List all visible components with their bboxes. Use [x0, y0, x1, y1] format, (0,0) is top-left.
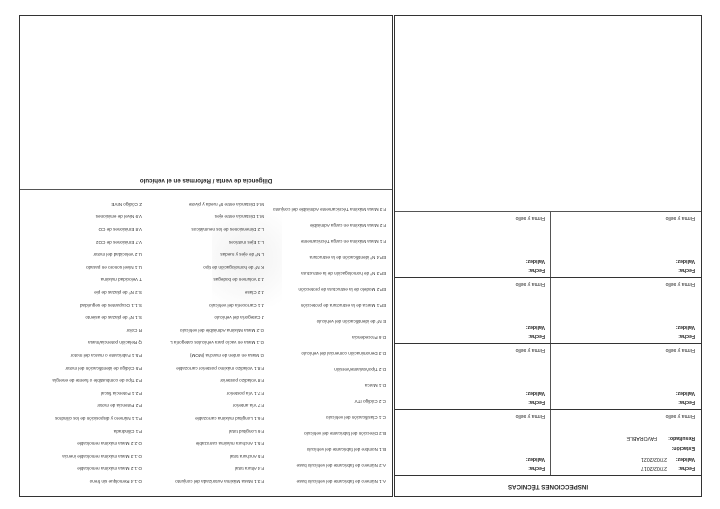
vehicle-field-a: EP.3 Nº de homologación de la estructura	[301, 271, 386, 276]
vehicle-field-a: F.3 Masa Máxima Técnicamente Admisible del conjunto	[272, 207, 386, 212]
vehicle-field-b: F.5.1 Anchura máxima carrozable	[195, 441, 264, 447]
vehicle-field-c: U.1 Nivel sonoro en parado	[86, 264, 142, 270]
vehicle-field-b: M.1 Distancia entre ejes	[214, 214, 264, 220]
vehicle-field-a: A.2 Número de fabricante del vehículo base	[296, 463, 386, 468]
firma-label: Firma y sello	[515, 347, 545, 353]
validez-label: Validez:	[675, 324, 695, 330]
vehicle-field-a: B.2 Dirección del fabricante del vehículo	[304, 431, 386, 436]
vehicle-field-a: D.1 Marca	[364, 383, 386, 388]
vehicle-field-c: P.2.1 Potencia fiscal	[100, 390, 142, 396]
validez-value: 27/02/2021	[641, 456, 667, 462]
vehicle-field-a: F.1 Masa Máxima en carga Técnicamente	[300, 239, 386, 244]
vehicle-field-b: F.6 Longitud total	[229, 428, 264, 434]
inspections-panel	[394, 15, 702, 497]
validez-label: Validez:	[525, 324, 545, 330]
vehicle-field-b: F.8 Voladizo posterior	[220, 378, 264, 384]
fecha-label: Fecha:	[528, 267, 545, 273]
vehicle-field-b: F.4 Altura total	[234, 466, 264, 472]
vehicle-field-b: F.3.1 Masa Máxima Autorizada del conjunto	[175, 479, 264, 484]
firma-label: Firma y sello	[515, 281, 545, 287]
vehicle-field-c: Q Relación potencia/masa	[88, 340, 142, 346]
vehicle-field-b: L Nº de ejes y ruedas	[220, 252, 264, 258]
vehicle-field-b: G.2 Masa Máxima Admisible del vehículo	[180, 327, 264, 333]
estacion-label: Estación:	[671, 445, 695, 451]
vehicle-data-panel	[19, 15, 393, 497]
column-divider	[550, 211, 551, 277]
vehicle-field-c: S.2 Nº de plazas de pie	[94, 290, 142, 295]
vehicle-field-c: U.2 Velocidad del motor	[93, 252, 142, 258]
vehicle-field-b: J.1 Carrocería del vehículo	[209, 302, 264, 308]
divider	[20, 189, 392, 190]
sale-diligence-title: Diligencia de venta / Reformas en el vehículo	[139, 177, 273, 184]
vehicle-field-a: D.6 Procedencia	[352, 335, 386, 340]
column-divider	[550, 409, 551, 475]
firma-label: Firma y sello	[665, 281, 695, 287]
vehicle-field-b: J.2 Clase	[244, 290, 264, 295]
vehicle-field-a: E Nº de identificación del vehículo	[316, 319, 386, 324]
vehicle-field-c: P.1.1 Número y disposición de los cilindros	[55, 416, 142, 421]
firma-label: Firma y sello	[665, 413, 695, 419]
vehicle-field-c: O.2.2 Masa máxima remolcable	[77, 441, 142, 447]
vehicle-field-b: G.1 Masa en vacío para vehículos categoría L	[170, 340, 264, 346]
vehicle-field-b: L.1 Ejes motrices	[228, 239, 264, 245]
vehicle-field-a: F.2 Masa Máxima en carga Admisible	[309, 223, 386, 228]
fecha-label: Fecha:	[678, 333, 695, 339]
vehicle-field-c: P.5 Código de identificación del motor	[65, 365, 142, 371]
vehicle-field-b: F.7 Vía anterior	[232, 403, 264, 409]
inspections-title: INSPECCIONES TÉCNICAS	[507, 483, 589, 490]
validez-label: Validez:	[675, 456, 695, 462]
vehicle-field-c: P.3 Tipo de combustible o fuente de energía	[52, 378, 142, 384]
vehicle-field-c: O.1.2 Masa máxima remolcable	[77, 466, 142, 472]
vehicle-field-c: P.2 Potencia de motor	[97, 403, 142, 409]
vehicle-field-c: O.1.3 Masa máxima remolcable inercia	[62, 453, 142, 459]
firma-label: Firma y sello	[665, 215, 695, 221]
fecha-value: 27/02/2017	[641, 465, 667, 471]
resultado-label: Resultado:	[668, 435, 695, 441]
firma-label: Firma y sello	[515, 413, 545, 419]
vehicle-field-a: C.2 Código ITV	[354, 399, 386, 404]
vehicle-field-c: S.1.1 Ocupantes de seguridad	[79, 302, 142, 308]
vehicle-field-c: S.1 Nº de plazas de asiento	[85, 315, 142, 321]
validez-label: Validez:	[525, 456, 545, 462]
vehicle-field-a: EP.2 Modelo de la estructura de protección	[298, 287, 386, 292]
vehicle-field-b: F.8.1 Voladizo máximo posterior carrozable	[176, 365, 264, 371]
vehicle-field-a: D.2 Tipo/Variante/Versión	[334, 367, 386, 372]
vehicle-field-b: L.2 Dimensiones de los neumáticos	[191, 227, 264, 232]
firma-label: Firma y sello	[665, 347, 695, 353]
vehicle-field-c: R Color	[126, 327, 142, 333]
vehicle-field-b: G Masa en orden de marcha (MOM)	[189, 353, 264, 358]
inspection-record	[395, 413, 701, 476]
column-divider	[550, 277, 551, 343]
validez-label: Validez:	[675, 390, 695, 396]
vehicle-field-b: K Nº de homologación de tipo	[203, 264, 264, 270]
vehicle-field-a: EP.4 Nº identificación de la estructura	[309, 255, 386, 260]
vehicle-field-a: EP.1 Marca de la estructura de protección	[300, 303, 386, 308]
validez-label: Validez:	[525, 258, 545, 264]
column-divider	[550, 343, 551, 409]
vehicle-field-b: J Categoría del vehículo	[214, 315, 264, 321]
vehicle-field-c: Z Código NIVE	[111, 201, 142, 207]
vehicle-field-a: D.3 Denominación comercial del vehículo	[301, 351, 386, 356]
fecha-label: Fecha:	[528, 333, 545, 339]
vehicle-field-b: J.3 Volumen de bodegas	[213, 277, 264, 283]
firma-label: Firma y sello	[515, 215, 545, 221]
fecha-label: Fecha:	[678, 399, 695, 405]
fecha-label: Fecha:	[678, 465, 695, 471]
vehicle-field-b: M.4 Distancia entre 5ª rueda y pivote	[188, 201, 264, 207]
inspection-record	[395, 347, 701, 410]
vehicle-field-b: F.6.1 Longitud máxima carrozable	[195, 416, 264, 421]
vehicle-field-b: F.5 Anchura total	[229, 453, 264, 459]
vehicle-field-c: P.5.1 Fabricante o marca del motor	[70, 353, 142, 358]
vehicle-field-c: T Velocidad máxima	[100, 277, 142, 283]
vehicle-field-c: V.9 Nivel de emisiones	[95, 214, 142, 220]
resultado-value: FAVORABLE	[626, 435, 657, 441]
divider	[395, 211, 701, 212]
validez-label: Validez:	[675, 258, 695, 264]
inspection-record	[395, 215, 701, 278]
fecha-label: Fecha:	[528, 465, 545, 471]
inspection-record	[395, 281, 701, 344]
validez-label: Validez:	[525, 390, 545, 396]
vehicle-field-a: A.1 Número de fabricante del vehículo base	[296, 479, 386, 484]
fecha-label: Fecha:	[528, 399, 545, 405]
vehicle-field-c: V.8 Emisiones de CO	[98, 227, 142, 232]
fecha-label: Fecha:	[678, 267, 695, 273]
vehicle-field-b: F.7.1 Vía posterior	[226, 390, 264, 396]
vehicle-field-c: P.1 Cilindrada	[113, 428, 142, 434]
vehicle-field-c: O.1.4 Remolque sin freno	[89, 479, 142, 484]
vehicle-field-c: V.7 Emisiones de CO2	[95, 239, 142, 245]
vehicle-field-a: C.1 Clasificación del vehículo	[325, 415, 386, 420]
vehicle-field-a: B.1 Nombre del fabricante del vehículo	[306, 447, 386, 452]
